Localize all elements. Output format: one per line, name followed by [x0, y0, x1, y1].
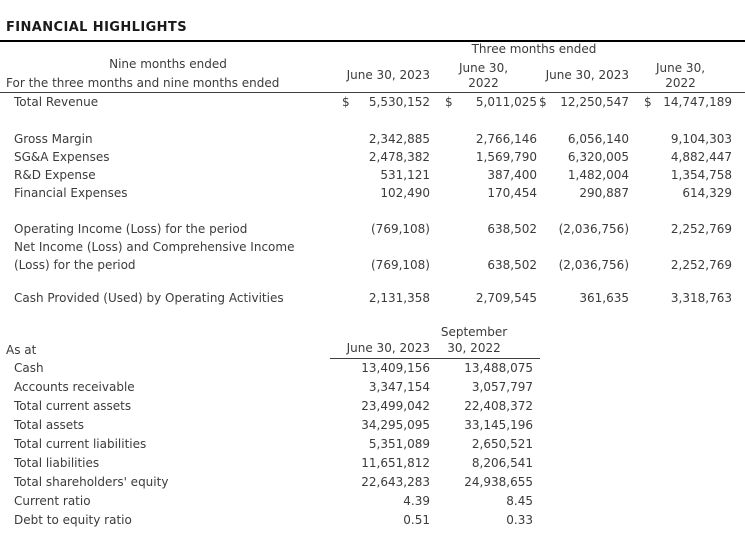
dollar-sign: $	[644, 95, 652, 109]
cell-value: (2,036,756)	[558, 258, 629, 272]
cell-value: 2,252,769	[670, 258, 732, 272]
cell-value	[336, 93, 430, 112]
cell-value: 361,635	[579, 291, 629, 305]
cell-value: 23,499,042	[361, 399, 430, 413]
cell-value: 3,318,763	[670, 291, 732, 305]
cell-value: 2,650,521	[471, 437, 533, 451]
balance-sheet-table	[0, 324, 745, 530]
cell-value: 102,490	[380, 186, 430, 200]
cell-value: 9,104,303	[670, 132, 732, 146]
table-row-gross-margin	[0, 130, 745, 148]
cell-value: 2,766,146	[475, 132, 537, 146]
cell-value: 1,482,004	[567, 168, 629, 182]
table-row-cash-operating-activities	[0, 289, 745, 307]
row-label: Accounts receivable	[14, 380, 135, 394]
row-label: SG&A Expenses	[14, 150, 110, 164]
cell-value: 13,409,156	[361, 361, 430, 375]
table-row-cash	[0, 359, 745, 378]
cell-value: 638,502	[487, 258, 537, 272]
row-label: Total liabilities	[14, 456, 100, 470]
spacer	[0, 112, 745, 130]
table-row-total-liabilities	[0, 454, 745, 473]
cell-value: (769,108)	[371, 258, 430, 272]
cell-value: 6,320,005	[567, 150, 629, 164]
stub-header: For the three months and nine months ended	[6, 76, 280, 90]
spacer	[0, 202, 745, 220]
cell-value: 2,709,545	[475, 291, 537, 305]
group-header-three-months: Three months ended	[471, 42, 597, 56]
row-label: Cash	[14, 361, 44, 375]
column-header-september-2022: September 30, 2022	[430, 324, 540, 359]
row-label: Debt to equity ratio	[14, 513, 132, 527]
column-header-q3-2022: June 30, 2022	[458, 61, 509, 90]
table-row-total-current-assets	[0, 397, 745, 416]
cell-value: 8.45	[506, 494, 533, 508]
cell-value: 2,478,382	[368, 150, 430, 164]
dollar-sign: $	[342, 95, 350, 109]
cell-value	[430, 93, 537, 112]
cell-value: 2,252,769	[670, 222, 732, 236]
cell-value	[537, 93, 629, 112]
table-row-debt-to-equity-ratio	[0, 511, 745, 530]
row-label: R&D Expense	[14, 168, 96, 182]
cell-amount: 5,530,152	[368, 95, 430, 109]
period-group-header-row	[0, 42, 745, 71]
dollar-sign: $	[539, 95, 547, 109]
cell-value: 22,643,283	[361, 475, 430, 489]
column-header-9m-2023: June 30, 2023	[545, 68, 629, 82]
cell-value: 6,056,140	[567, 132, 629, 146]
row-label: Total assets	[14, 418, 85, 432]
table-row-total-assets	[0, 416, 745, 435]
as-at-label: As at	[6, 343, 37, 357]
cell-value: 3,347,154	[368, 380, 430, 394]
cell-value: 33,145,196	[464, 418, 533, 432]
cell-value: 638,502	[487, 222, 537, 236]
row-label: Gross Margin	[14, 132, 93, 146]
cell-value: 5,351,089	[368, 437, 430, 451]
income-statement-table	[0, 42, 745, 324]
cell-value: 170,454	[487, 186, 537, 200]
cell-value: 4.39	[403, 494, 430, 508]
cell-value: 8,206,541	[471, 456, 533, 470]
cell-amount: 14,747,189	[663, 95, 732, 109]
table-row-total-current-liabilities	[0, 435, 745, 454]
cell-amount: 5,011,025	[475, 95, 537, 109]
cell-value: 1,569,790	[475, 150, 537, 164]
title-section	[0, 20, 745, 42]
row-label: Operating Income (Loss) for the period	[14, 222, 248, 236]
cell-value: 387,400	[487, 168, 537, 182]
row-label: Total Revenue	[14, 95, 99, 109]
row-label: Cash Provided (Used) by Operating Activities	[14, 291, 284, 305]
table-row-rd-expense	[0, 166, 745, 184]
table-row-total-revenue	[0, 93, 745, 112]
cell-value: 11,651,812	[361, 456, 430, 470]
row-label: Total current liabilities	[14, 437, 147, 451]
cell-value: 290,887	[579, 186, 629, 200]
cell-value: 0.51	[403, 513, 430, 527]
cell-value: 3,057,797	[471, 380, 533, 394]
cell-value: 22,408,372	[464, 399, 533, 413]
cell-value: 24,938,655	[464, 475, 533, 489]
table-row-sga-expenses	[0, 148, 745, 166]
cell-value: 614,329	[682, 186, 732, 200]
spacer	[0, 307, 745, 324]
dollar-sign: $	[445, 95, 453, 109]
row-label: Financial Expenses	[14, 186, 128, 200]
cell-value: 2,342,885	[368, 132, 430, 146]
table-row-total-shareholders-equity	[0, 473, 745, 492]
cell-value: 34,295,095	[361, 418, 430, 432]
cell-value: 0.33	[506, 513, 533, 527]
table-row-operating-income	[0, 220, 745, 238]
cell-value: (769,108)	[371, 222, 430, 236]
column-header-q3-2023: June 30, 2023	[346, 68, 430, 82]
cell-value: 2,131,358	[368, 291, 430, 305]
table-row-accounts-receivable	[0, 378, 745, 397]
cell-value: (2,036,756)	[558, 222, 629, 236]
table-row-financial-expenses	[0, 184, 745, 202]
column-header-june-2023: June 30, 2023	[330, 340, 430, 359]
cell-value: 4,882,447	[670, 150, 732, 164]
spacer	[0, 274, 745, 289]
row-label: Total current assets	[14, 399, 132, 413]
cell-amount: 12,250,547	[560, 95, 629, 109]
group-header-nine-months: Nine months ended	[109, 57, 227, 71]
column-header-9m-2022: June 30, 2022	[655, 61, 706, 90]
row-label: Current ratio	[14, 494, 91, 508]
cell-value	[629, 93, 732, 112]
cell-value: 531,121	[380, 168, 430, 182]
table-row-current-ratio	[0, 492, 745, 511]
balance-header-row	[0, 324, 745, 359]
row-label: Total shareholders' equity	[14, 475, 169, 489]
cell-value: 1,354,758	[670, 168, 732, 182]
row-label: Net Income (Loss) and Comprehensive Income (Loss) for the period	[14, 240, 295, 272]
table-row-net-income	[0, 238, 745, 274]
page-title: FINANCIAL HIGHLIGHTS	[6, 20, 187, 35]
cell-value: 13,488,075	[464, 361, 533, 375]
